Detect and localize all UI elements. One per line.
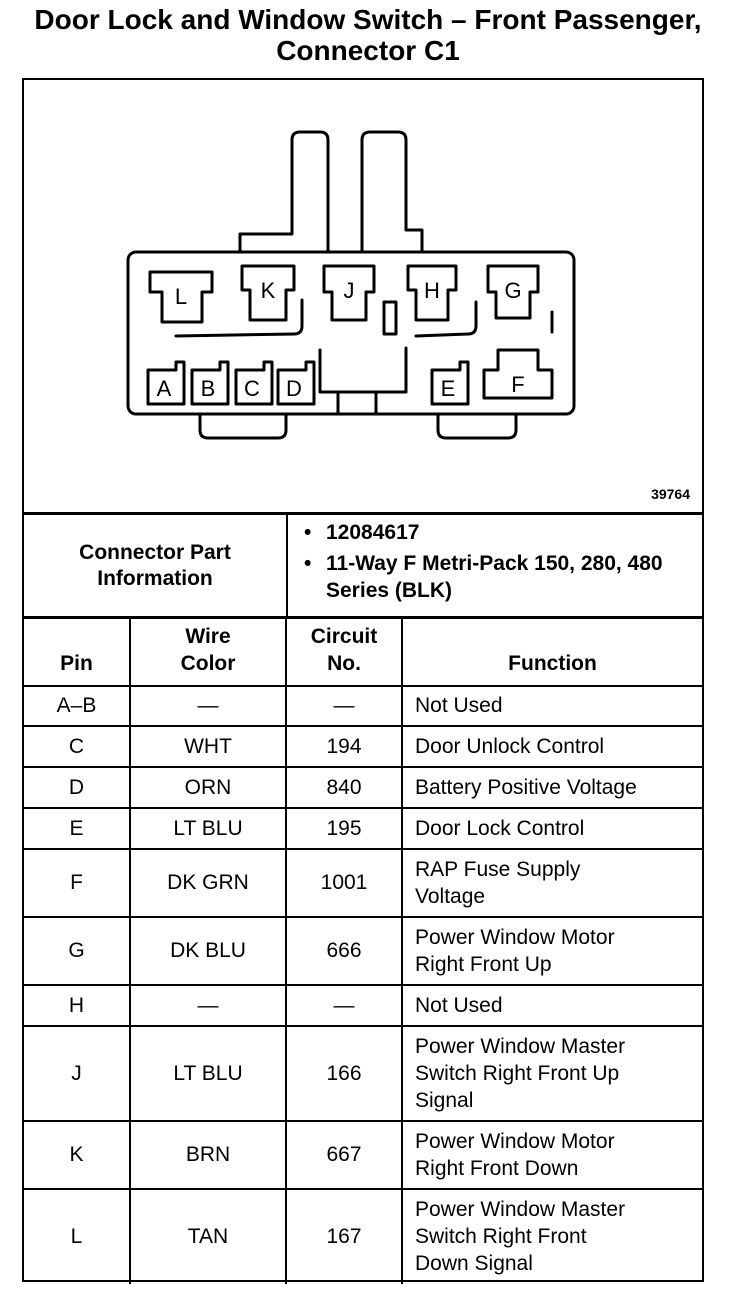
pin-cell: E (24, 808, 130, 849)
circuit-no-cell: 194 (286, 726, 402, 767)
table-body (24, 686, 702, 1284)
table-row (24, 767, 702, 808)
function-cell: Power Window Master Switch Right Front Up Signal (402, 1026, 702, 1121)
wire-color-cell: TAN (130, 1189, 286, 1284)
connector-diagram (24, 80, 702, 512)
table-row (24, 726, 702, 767)
pin-cell: C (24, 726, 130, 767)
table-row (24, 1026, 702, 1121)
page-title: Door Lock and Window Switch – Front Passenger, Connector C1 (34, 4, 702, 66)
center-key (384, 302, 396, 334)
center-channel (320, 348, 406, 392)
pin-cell: J (24, 1026, 130, 1121)
connector-info-label: Connector Part Information (79, 540, 231, 590)
left-lock-tab (240, 132, 328, 252)
cavity-label-k: K (260, 278, 276, 303)
wire-color-cell: LT BLU (130, 1026, 286, 1121)
circuit-no-cell: 840 (286, 767, 402, 808)
pin-cell: F (24, 849, 130, 917)
connector-frame (22, 78, 704, 1282)
circuit-no-cell: — (286, 686, 402, 726)
table-row (24, 1121, 702, 1189)
cavity-label-h: H (424, 278, 440, 303)
pin-cell: K (24, 1121, 130, 1189)
connector-part-information (24, 512, 702, 616)
table-row (24, 1189, 702, 1284)
wire-color-cell: — (130, 985, 286, 1026)
function-cell: Power Window Master Switch Right Front Down Signal (402, 1189, 702, 1284)
left-foot (200, 414, 286, 438)
table-header-row (24, 618, 702, 686)
function-cell: Not Used (402, 985, 702, 1026)
cavity-label-l: L (174, 284, 188, 309)
table-row (24, 917, 702, 985)
circuit-no-cell: 666 (286, 917, 402, 985)
table-row (24, 849, 702, 917)
cavity-label-g: G (504, 278, 522, 303)
connector-info-list (298, 519, 698, 608)
figure-number: 39764 (651, 486, 690, 502)
function-cell: Power Window Motor Right Front Down (402, 1121, 702, 1189)
cavity-label-j: J (343, 278, 355, 303)
wire-color-cell: WHT (130, 726, 286, 767)
circuit-no-cell: 1001 (286, 849, 402, 917)
wire-color-cell: — (130, 686, 286, 726)
connector-face-drawing (24, 80, 702, 512)
table-row (24, 808, 702, 849)
wire-color-cell: ORN (130, 767, 286, 808)
pin-cell: D (24, 767, 130, 808)
pin-cell: L (24, 1189, 130, 1284)
function-cell: Power Window Motor Right Front Up (402, 917, 702, 985)
left-rail (176, 300, 302, 336)
pin-cell: A–B (24, 686, 130, 726)
circuit-no-cell: 167 (286, 1189, 402, 1284)
wire-color-cell: LT BLU (130, 808, 286, 849)
circuit-no-cell: 667 (286, 1121, 402, 1189)
connector-info-label-cell (24, 515, 288, 616)
header-pin: Pin (24, 618, 130, 686)
center-channel-posts (338, 392, 376, 414)
pin-cell: H (24, 985, 130, 1026)
pin-cell: G (24, 917, 130, 985)
table-row (24, 985, 702, 1026)
wire-color-cell: BRN (130, 1121, 286, 1189)
function-cell: Door Lock Control (402, 808, 702, 849)
right-foot (438, 414, 516, 438)
table-row (24, 686, 702, 726)
function-cell: RAP Fuse Supply Voltage (402, 849, 702, 917)
cavity-label-e: E (440, 376, 456, 401)
cavity-label-d: D (286, 376, 302, 401)
circuit-no-cell: 166 (286, 1026, 402, 1121)
wire-color-cell: DK BLU (130, 917, 286, 985)
cavity-label-a: A (156, 376, 172, 401)
connector-info-item: • 12084617 (298, 519, 698, 546)
header-wire-color: Wire Color (130, 618, 286, 686)
cavity-label-b: B (200, 376, 216, 401)
function-cell: Door Unlock Control (402, 726, 702, 767)
function-cell: Battery Positive Voltage (402, 767, 702, 808)
wire-color-cell: DK GRN (130, 849, 286, 917)
connector-info-item: • 11-Way F Metri-Pack 150, 280, 480 Series (BLK) (298, 550, 698, 604)
function-cell: Not Used (402, 686, 702, 726)
circuit-no-cell: — (286, 985, 402, 1026)
circuit-no-cell: 195 (286, 808, 402, 849)
connector-housing (128, 252, 574, 414)
right-lock-tab (362, 132, 422, 252)
header-function: Function (402, 618, 702, 686)
header-circuit-no: Circuit No. (286, 618, 402, 686)
pin-table (24, 616, 702, 1284)
cavity-label-c: C (244, 376, 260, 401)
cavity-label-f: F (511, 372, 525, 397)
